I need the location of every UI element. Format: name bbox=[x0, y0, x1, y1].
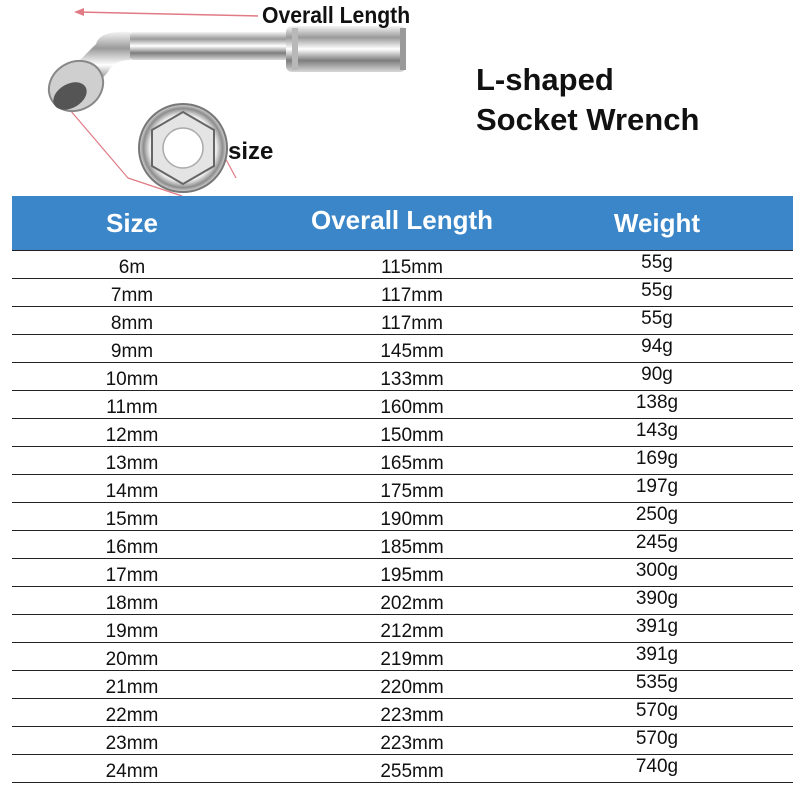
table-row bbox=[12, 559, 793, 587]
cell-overall-length: 133mm bbox=[380, 369, 444, 390]
cell-weight: 250g bbox=[635, 504, 679, 525]
cell-size: 20mm bbox=[105, 649, 159, 670]
cell-weight: 570g bbox=[635, 700, 679, 721]
overall-length-arrow bbox=[74, 8, 258, 16]
cell-overall-length: 190mm bbox=[380, 509, 444, 530]
cell-overall-length: 212mm bbox=[380, 621, 444, 642]
cell-weight: 94g bbox=[641, 336, 673, 357]
cell-weight: 535g bbox=[635, 672, 679, 693]
overall-length-label: Overall Length bbox=[262, 2, 411, 28]
cell-size: 24mm bbox=[105, 761, 159, 782]
table-row bbox=[12, 615, 793, 643]
table-row bbox=[12, 447, 793, 475]
cell-overall-length: 220mm bbox=[380, 677, 444, 698]
column-header-overall-length: Overall Length bbox=[310, 205, 494, 235]
cell-weight: 391g bbox=[635, 616, 679, 637]
title-line-2: Socket Wrench bbox=[476, 102, 700, 137]
socket-opening bbox=[139, 104, 227, 192]
cell-overall-length: 195mm bbox=[380, 565, 444, 586]
cell-size: 18mm bbox=[105, 593, 159, 614]
cell-size: 11mm bbox=[106, 397, 158, 418]
table-row bbox=[12, 643, 793, 671]
table-row bbox=[12, 671, 793, 699]
cell-size: 6m bbox=[118, 257, 146, 278]
table-row bbox=[12, 587, 793, 615]
title-line-1: L-shaped bbox=[476, 62, 614, 97]
column-header-size: Size bbox=[105, 208, 159, 238]
table-row bbox=[12, 727, 793, 755]
cell-weight: 169g bbox=[635, 448, 679, 469]
table-row bbox=[12, 755, 793, 783]
table-row bbox=[12, 391, 793, 419]
table-row bbox=[12, 250, 793, 279]
cell-overall-length: 145mm bbox=[380, 341, 444, 362]
cell-weight: 138g bbox=[635, 392, 679, 413]
table-row bbox=[12, 307, 793, 335]
cell-weight: 740g bbox=[635, 756, 679, 777]
cell-size: 10mm bbox=[105, 369, 159, 390]
cell-overall-length: 117mm bbox=[381, 313, 443, 334]
wrench-shaft bbox=[40, 26, 406, 121]
cell-overall-length: 255mm bbox=[380, 761, 444, 782]
cell-size: 21mm bbox=[105, 677, 159, 698]
cell-overall-length: 185mm bbox=[380, 537, 444, 558]
cell-weight: 245g bbox=[635, 532, 679, 553]
cell-size: 14mm bbox=[105, 481, 159, 502]
table-row bbox=[12, 335, 793, 363]
cell-overall-length: 160mm bbox=[380, 397, 444, 418]
cell-size: 15mm bbox=[105, 509, 159, 530]
cell-weight: 570g bbox=[635, 728, 679, 749]
table-row bbox=[12, 475, 793, 503]
cell-size: 17mm bbox=[105, 565, 159, 586]
cell-size: 9mm bbox=[110, 341, 154, 362]
table-row bbox=[12, 279, 793, 307]
cell-weight: 90g bbox=[641, 364, 673, 385]
cell-weight: 197g bbox=[635, 476, 679, 497]
page-title bbox=[476, 60, 699, 140]
cell-weight: 391g bbox=[635, 644, 679, 665]
cell-size: 12mm bbox=[105, 425, 159, 446]
table-row bbox=[12, 531, 793, 559]
cell-weight: 390g bbox=[635, 588, 679, 609]
cell-size: 7mm bbox=[110, 285, 154, 306]
cell-size: 13mm bbox=[105, 453, 159, 474]
cell-overall-length: 165mm bbox=[380, 453, 444, 474]
cell-weight: 143g bbox=[635, 420, 679, 441]
cell-weight: 55g bbox=[641, 308, 673, 329]
cell-weight: 300g bbox=[635, 560, 679, 581]
column-header-weight: Weight bbox=[613, 208, 701, 238]
cell-overall-length: 117mm bbox=[381, 285, 443, 306]
cell-size: 16mm bbox=[105, 537, 159, 558]
cell-weight: 55g bbox=[641, 280, 673, 301]
size-label: size bbox=[228, 138, 274, 165]
cell-overall-length: 115mm bbox=[381, 257, 443, 278]
cell-size: 8mm bbox=[110, 313, 154, 334]
table-row bbox=[12, 699, 793, 727]
table-row bbox=[12, 419, 793, 447]
table-header bbox=[12, 196, 793, 250]
table-row bbox=[12, 363, 793, 391]
specs-table bbox=[12, 196, 793, 796]
cell-overall-length: 223mm bbox=[380, 733, 444, 754]
cell-overall-length: 202mm bbox=[380, 593, 444, 614]
table-body bbox=[12, 250, 793, 783]
cell-overall-length: 175mm bbox=[380, 481, 444, 502]
cell-size: 19mm bbox=[105, 621, 159, 642]
table-row bbox=[12, 503, 793, 531]
cell-overall-length: 150mm bbox=[380, 425, 444, 446]
cell-overall-length: 223mm bbox=[380, 705, 444, 726]
cell-weight: 55g bbox=[641, 252, 673, 273]
cell-size: 23mm bbox=[105, 733, 159, 754]
cell-size: 22mm bbox=[105, 705, 159, 726]
cell-overall-length: 219mm bbox=[380, 649, 444, 670]
